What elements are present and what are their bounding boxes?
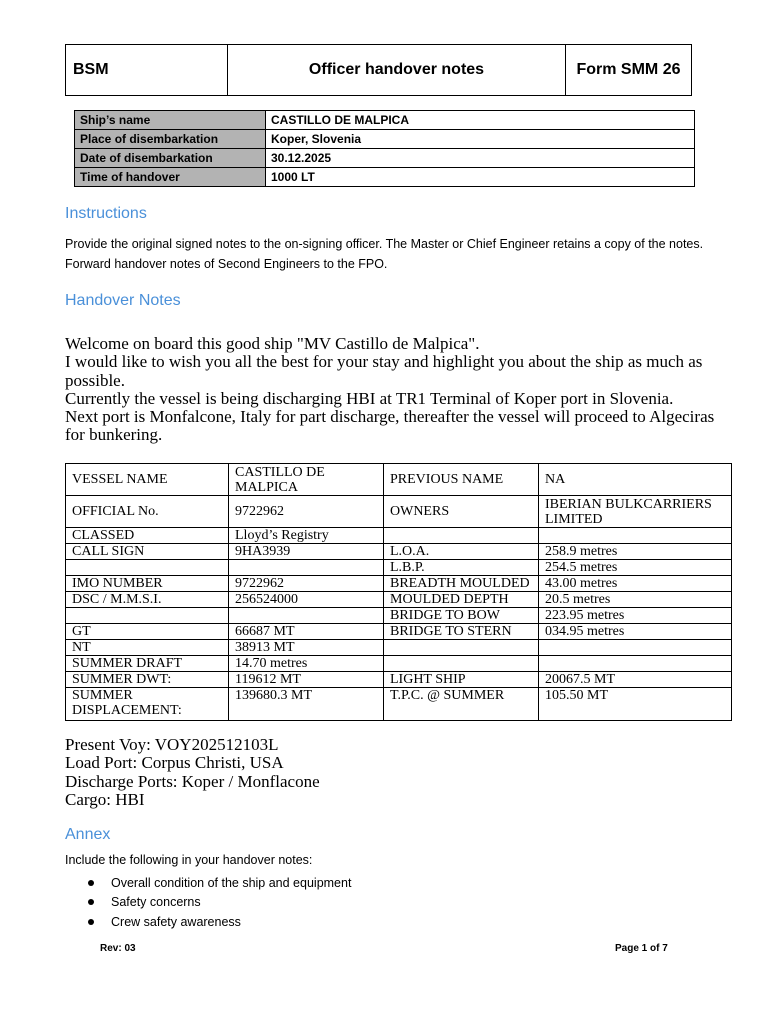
table-cell: 66687 MT bbox=[229, 624, 384, 640]
info-row bbox=[75, 149, 695, 168]
table-cell: 9722962 bbox=[229, 496, 384, 528]
table-row bbox=[66, 560, 732, 576]
table-cell: BRIDGE TO STERN bbox=[384, 624, 539, 640]
bullet-icon bbox=[88, 880, 94, 886]
info-label: Time of handover bbox=[75, 168, 266, 187]
table-cell: 14.70 metres bbox=[229, 656, 384, 672]
bullet-icon bbox=[88, 899, 94, 905]
ship-info-table bbox=[74, 110, 695, 187]
table-cell: NT bbox=[66, 640, 229, 656]
table-cell: VESSEL NAME bbox=[66, 464, 229, 496]
table-cell: L.O.A. bbox=[384, 544, 539, 560]
table-cell: SUMMER DISPLACEMENT: bbox=[66, 688, 229, 721]
table-row bbox=[66, 592, 732, 608]
table-cell bbox=[539, 640, 732, 656]
handover-heading: Handover Notes bbox=[65, 292, 181, 309]
table-row bbox=[66, 640, 732, 656]
instructions-text: Provide the original signed notes to the on-signing officer. The Master or Chief Engineer retains a copy of the notes. Forward handover notes of Second Engineers to the FPO. bbox=[65, 237, 704, 271]
table-cell: 119612 MT bbox=[229, 672, 384, 688]
table-cell: SUMMER DWT: bbox=[66, 672, 229, 688]
table-cell: 9HA3939 bbox=[229, 544, 384, 560]
info-label: Date of disembarkation bbox=[75, 149, 266, 168]
table-cell: CLASSED bbox=[66, 528, 229, 544]
table-cell: NA bbox=[539, 464, 732, 496]
table-cell: GT bbox=[66, 624, 229, 640]
table-cell bbox=[539, 656, 732, 672]
table-cell: 223.95 metres bbox=[539, 608, 732, 624]
table-row bbox=[66, 688, 732, 721]
table-cell: 20.5 metres bbox=[539, 592, 732, 608]
table-cell bbox=[66, 608, 229, 624]
voyage-line: Present Voy: VOY202512103L bbox=[65, 735, 279, 754]
table-row bbox=[66, 496, 732, 528]
header-form-number: Form SMM 26 bbox=[576, 61, 681, 78]
list-item-text: Safety concerns bbox=[111, 895, 201, 910]
annex-list bbox=[88, 873, 351, 932]
form-header bbox=[65, 44, 692, 96]
table-cell: LIGHT SHIP bbox=[384, 672, 539, 688]
table-cell: 38913 MT bbox=[229, 640, 384, 656]
table-cell: 105.50 MT bbox=[539, 688, 732, 721]
table-cell: 139680.3 MT bbox=[229, 688, 384, 721]
info-value: Koper, Slovenia bbox=[266, 130, 695, 149]
instructions-heading: Instructions bbox=[65, 205, 147, 222]
table-row bbox=[66, 624, 732, 640]
table-cell bbox=[384, 656, 539, 672]
table-cell: CALL SIGN bbox=[66, 544, 229, 560]
table-cell: 43.00 metres bbox=[539, 576, 732, 592]
table-cell: 034.95 metres bbox=[539, 624, 732, 640]
table-cell: T.P.C. @ SUMMER bbox=[384, 688, 539, 721]
bullet-icon bbox=[88, 919, 94, 925]
voyage-line: Discharge Ports: Koper / Monflacone bbox=[65, 771, 320, 791]
handover-line: Next port is Monfalcone, Italy for part discharge, thereafter the vessel will proceed to Algeciras for bunkering. bbox=[65, 407, 715, 445]
header-company: BSM bbox=[66, 45, 228, 95]
table-row bbox=[66, 576, 732, 592]
table-cell: DSC / M.M.S.I. bbox=[66, 592, 229, 608]
list-item-text: Crew safety awareness bbox=[111, 914, 241, 929]
table-cell bbox=[66, 560, 229, 576]
table-cell: SUMMER DRAFT bbox=[66, 656, 229, 672]
voyage-line: Cargo: HBI bbox=[65, 789, 145, 809]
voyage-line: Load Port: Corpus Christi, USA bbox=[65, 753, 284, 773]
table-cell bbox=[384, 640, 539, 656]
handover-notes-text bbox=[65, 335, 715, 445]
info-row bbox=[75, 130, 695, 149]
table-row bbox=[66, 656, 732, 672]
table-cell: 9722962 bbox=[229, 576, 384, 592]
table-cell bbox=[229, 608, 384, 624]
table-cell: MOULDED DEPTH bbox=[384, 592, 539, 608]
handover-line: Currently the vessel is being discharging HBI at TR1 Terminal of Koper port in Slovenia. bbox=[65, 388, 674, 408]
table-cell: BRIDGE TO BOW bbox=[384, 608, 539, 624]
footer-page-number: Page 1 of 7 bbox=[615, 943, 668, 954]
table-cell bbox=[384, 528, 539, 544]
annex-heading: Annex bbox=[65, 826, 111, 843]
list-item-text: Overall condition of the ship and equipment bbox=[111, 875, 352, 890]
list-item bbox=[88, 912, 351, 932]
info-row bbox=[75, 111, 695, 130]
table-cell: 20067.5 MT bbox=[539, 672, 732, 688]
info-row bbox=[75, 168, 695, 187]
table-cell: Lloyd’s Registry bbox=[229, 528, 384, 544]
table-cell: 254.5 metres bbox=[539, 560, 732, 576]
table-cell: 256524000 bbox=[229, 592, 384, 608]
info-label: Place of disembarkation bbox=[75, 130, 266, 149]
list-item bbox=[88, 873, 351, 893]
table-row bbox=[66, 672, 732, 688]
table-cell: BREADTH MOULDED bbox=[384, 576, 539, 592]
table-row bbox=[66, 608, 732, 624]
table-row bbox=[66, 464, 732, 496]
info-value: 1000 LT bbox=[266, 168, 695, 187]
table-row bbox=[66, 544, 732, 560]
header-title: Officer handover notes bbox=[228, 45, 566, 95]
info-value: 30.12.2025 bbox=[266, 149, 695, 168]
table-cell: OWNERS bbox=[384, 496, 539, 528]
table-row bbox=[66, 528, 732, 544]
table-cell: CASTILLO DE MALPICA bbox=[229, 464, 384, 496]
table-cell: IBERIAN BULKCARRIERS LIMITED bbox=[539, 496, 732, 528]
table-cell: OFFICIAL No. bbox=[66, 496, 229, 528]
list-item bbox=[88, 893, 351, 913]
table-cell: 258.9 metres bbox=[539, 544, 732, 560]
table-cell bbox=[539, 528, 732, 544]
handover-line: Welcome on board this good ship "MV Castillo de Malpica". bbox=[65, 334, 480, 353]
annex-intro: Include the following in your handover notes: bbox=[65, 853, 313, 867]
info-label: Ship’s name bbox=[75, 111, 266, 130]
table-cell: L.B.P. bbox=[384, 560, 539, 576]
handover-line: I would like to wish you all the best for your stay and highlight you about the ship as much as possible. bbox=[65, 352, 703, 390]
footer-revision: Rev: 03 bbox=[100, 943, 136, 954]
voyage-info bbox=[65, 736, 320, 809]
table-cell: PREVIOUS NAME bbox=[384, 464, 539, 496]
info-value: CASTILLO DE MALPICA bbox=[266, 111, 695, 130]
table-cell: IMO NUMBER bbox=[66, 576, 229, 592]
vessel-particulars-table bbox=[65, 463, 732, 721]
table-cell bbox=[229, 560, 384, 576]
